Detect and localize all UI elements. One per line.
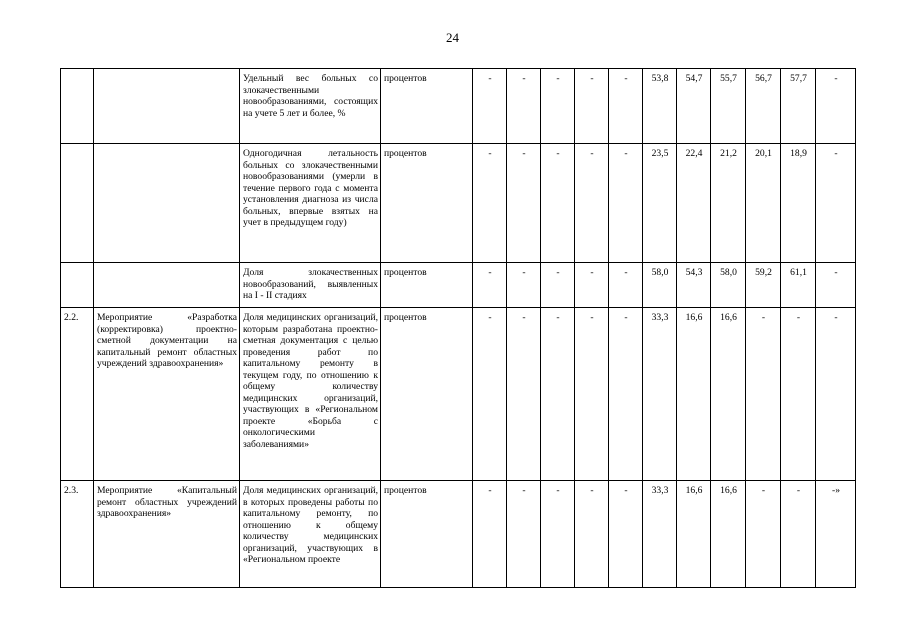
value-cell: - [575, 263, 609, 308]
table-row [61, 69, 856, 144]
value-cell: - [746, 308, 781, 481]
value-cell: 55,7 [711, 69, 746, 144]
value-cell: - [507, 69, 541, 144]
value-cell: - [609, 481, 643, 588]
value-cell: 23,5 [643, 144, 677, 263]
value-cell: - [609, 263, 643, 308]
value-cell: - [575, 69, 609, 144]
measure-cell [94, 144, 240, 263]
value-cell: - [816, 144, 856, 263]
value-cell: - [575, 144, 609, 263]
unit-cell: процентов [381, 69, 473, 144]
row-number-cell: 2.2. [61, 308, 94, 481]
value-cell: - [473, 481, 507, 588]
value-cell: - [816, 308, 856, 481]
indicator-cell: Удельный вес больных со злокачественными новообразованиями, состоящих на учете 5 лет и более, % [240, 69, 381, 144]
value-cell: - [781, 481, 816, 588]
value-cell: - [473, 69, 507, 144]
value-cell: 54,7 [677, 69, 711, 144]
value-cell: 33,3 [643, 308, 677, 481]
table-row [61, 263, 856, 308]
value-cell: - [575, 308, 609, 481]
value-cell: 16,6 [711, 481, 746, 588]
value-cell: - [473, 308, 507, 481]
table-row [61, 481, 856, 588]
unit-cell: процентов [381, 308, 473, 481]
value-cell: 57,7 [781, 69, 816, 144]
indicators-table [60, 68, 856, 588]
indicator-cell: Доля медицинских организаций, которым разработана проектно-сметная документация с целью проведения работ по капитальному ремонту в текущем году, по отношению к общему количеству медицинских организаций, участвующих в «Региональном проекте «Борьба с онкологическими заболеваниями» [240, 308, 381, 481]
measure-cell [94, 263, 240, 308]
row-number-cell [61, 69, 94, 144]
value-cell: - [541, 144, 575, 263]
value-cell: 59,2 [746, 263, 781, 308]
value-cell: 54,3 [677, 263, 711, 308]
value-cell: - [541, 308, 575, 481]
page-number: 24 [446, 30, 459, 45]
value-cell: - [609, 308, 643, 481]
value-cell: - [746, 481, 781, 588]
value-cell: 16,6 [677, 308, 711, 481]
row-number-cell: 2.3. [61, 481, 94, 588]
value-cell: - [507, 481, 541, 588]
row-number-cell [61, 144, 94, 263]
value-cell: - [541, 69, 575, 144]
measure-cell [94, 69, 240, 144]
measure-cell: Мероприятие «Капитальный ремонт областных учреждений здравоохранения» [94, 481, 240, 588]
indicator-cell: Доля злокачественных новообразований, выявленных на I - II стадиях [240, 263, 381, 308]
value-cell: 56,7 [746, 69, 781, 144]
value-cell: 21,2 [711, 144, 746, 263]
value-cell: - [816, 263, 856, 308]
value-cell: 20,1 [746, 144, 781, 263]
value-cell: -» [816, 481, 856, 588]
value-cell: 22,4 [677, 144, 711, 263]
measure-cell: Мероприятие «Разработка (корректировка) проектно-сметной документации на капитальный ремонт областных учреждений здравоохранения» [94, 308, 240, 481]
indicator-cell: Одногодичная летальность больных со злокачественными новообразованиями (умерли в течение первого года с момента установления диагноза из числа больных, впервые взятых на учет в предыдущем году) [240, 144, 381, 263]
value-cell: - [507, 263, 541, 308]
table-row [61, 144, 856, 263]
value-cell: - [541, 481, 575, 588]
unit-cell: процентов [381, 263, 473, 308]
value-cell: 16,6 [677, 481, 711, 588]
table-row [61, 308, 856, 481]
unit-cell: процентов [381, 144, 473, 263]
value-cell: 18,9 [781, 144, 816, 263]
value-cell: - [609, 144, 643, 263]
value-cell: 61,1 [781, 263, 816, 308]
value-cell: - [473, 144, 507, 263]
value-cell: - [781, 308, 816, 481]
value-cell: - [609, 69, 643, 144]
value-cell: - [575, 481, 609, 588]
table-body [61, 69, 856, 588]
row-number-cell [61, 263, 94, 308]
value-cell: - [816, 69, 856, 144]
value-cell: 16,6 [711, 308, 746, 481]
value-cell: 58,0 [643, 263, 677, 308]
value-cell: 58,0 [711, 263, 746, 308]
value-cell: - [541, 263, 575, 308]
value-cell: - [473, 263, 507, 308]
value-cell: - [507, 144, 541, 263]
value-cell: 33,3 [643, 481, 677, 588]
indicator-cell: Доля медицинских организаций, в которых проведены работы по капитальному ремонту, по отношению к общему количеству медицинских организаций, участвующих в «Региональном проекте [240, 481, 381, 588]
unit-cell: процентов [381, 481, 473, 588]
value-cell: - [507, 308, 541, 481]
value-cell: 53,8 [643, 69, 677, 144]
